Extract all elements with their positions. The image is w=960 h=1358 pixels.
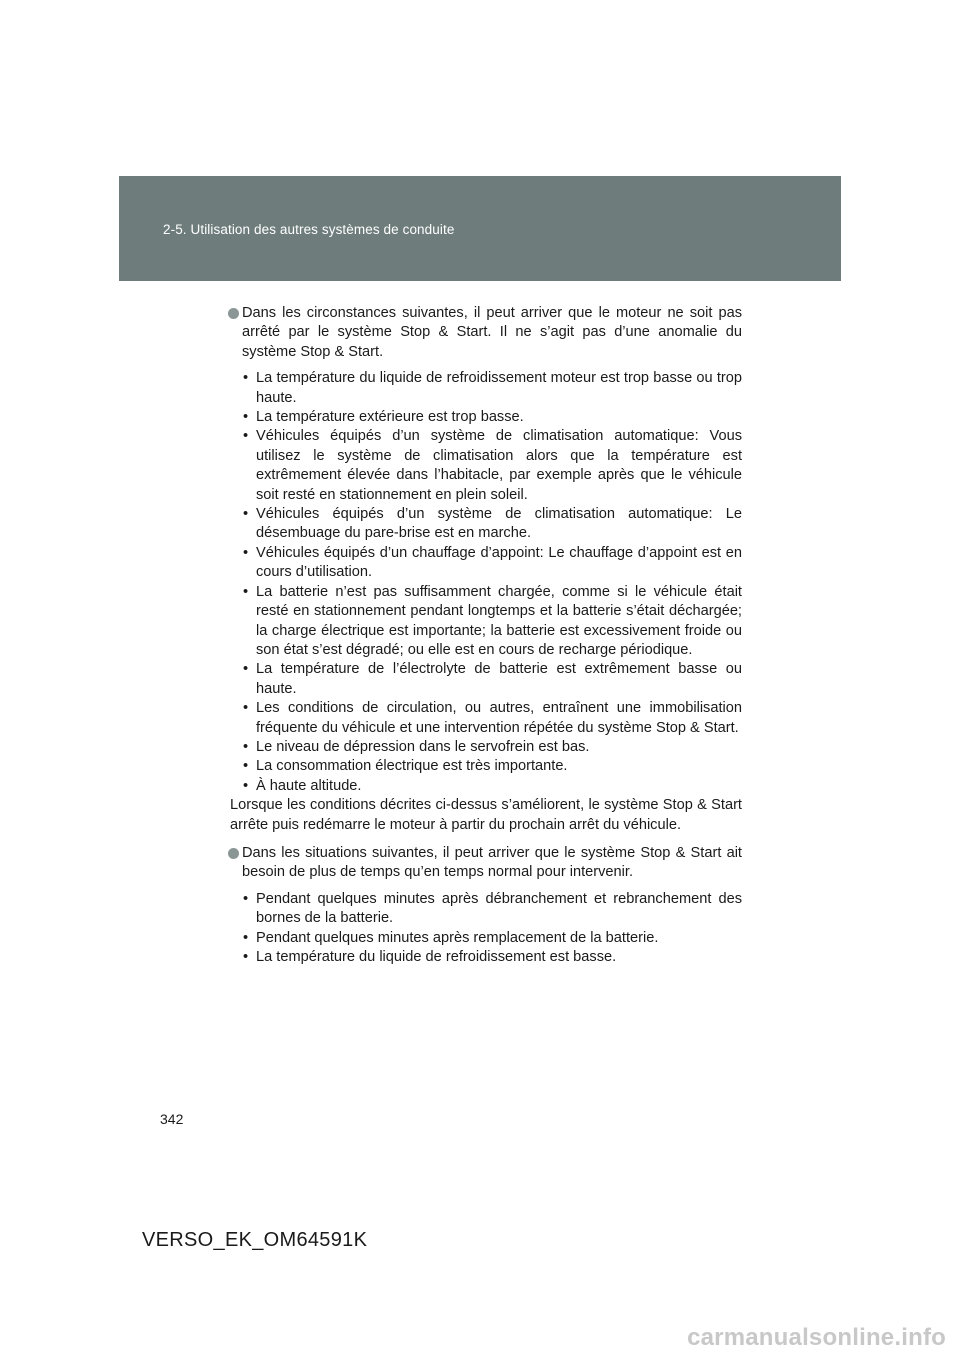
bullet-dot-icon: • — [243, 758, 249, 775]
list-item: • Véhicules équipés d’un système de climatisation automatique: Vous utilisez le système de climatisation alors que la température est extrêmement élevée dans l’habitacle, par exemple après que le véhicule soit resté en stationnement en plein soleil. — [243, 428, 742, 503]
paragraph-text: Dans les circonstances suivantes, il peut arriver que le moteur ne soit pas arrêté par le système Stop & Start. Il ne s’agit pas d’une anomalie du système Stop & Start. — [242, 305, 742, 360]
list-item: • La température extérieure est trop basse. — [242, 408, 742, 427]
circle-bullet-icon — [228, 848, 239, 859]
bullet-paragraph — [230, 844, 742, 883]
list-item: • La batterie n’est pas suffisamment chargée, comme si le véhicule était resté en stationnement pendant longtemps et la batterie s’était déchargée; la charge électrique est importante; la batterie est excessivement froide ou son état s’est dégradé; ou elle est en cours de recharge périodique. — [243, 583, 742, 658]
list-item: • La température du liquide de refroidissement moteur est trop basse ou trop haute. — [243, 370, 742, 406]
list-item: • Le niveau de dépression dans le servofrein est bas. — [242, 738, 742, 757]
bullet-dot-icon: • — [243, 506, 249, 523]
bullet-dot-icon: • — [243, 949, 249, 965]
page-number: 342 — [160, 1111, 184, 1127]
bullet-dot-icon: • — [243, 409, 249, 426]
section-header-band — [119, 176, 841, 281]
list-item: • Pendant quelques minutes après remplacement de la batterie. — [242, 929, 742, 948]
bullet-dot-icon: • — [243, 777, 249, 794]
list-item: • Pendant quelques minutes après débranchement et rebranchement des bornes de la batterie. — [243, 890, 742, 927]
bullet-dot-icon: • — [243, 890, 249, 907]
site-watermark: carmanualsonline.info — [687, 1324, 946, 1351]
bullet-paragraph — [230, 304, 742, 362]
bullet-dot-icon: • — [243, 929, 249, 946]
bullet-dot-icon: • — [243, 370, 249, 387]
list-item: • La température de l’électrolyte de batterie est extrêmement basse ou haute. — [243, 661, 742, 697]
section-title: 2-5. Utilisation des autres systèmes de conduite — [163, 222, 455, 237]
list-item: • La température du liquide de refroidissement est basse. — [242, 948, 742, 967]
document-code: VERSO_EK_OM64591K — [142, 1229, 368, 1251]
bullet-dot-icon: • — [243, 544, 249, 561]
condition-list — [230, 369, 742, 796]
list-item: • La consommation électrique est très importante. — [242, 757, 742, 776]
bullet-dot-icon: • — [243, 583, 249, 600]
list-item: • À haute altitude. — [242, 777, 742, 796]
list-item: • Les conditions de circulation, ou autres, entraînent une immobilisation fréquente du véhicule et une intervention répétée du système Stop & Start. — [243, 700, 742, 736]
bullet-dot-icon: • — [243, 700, 249, 717]
bullet-dot-icon: • — [243, 661, 249, 678]
paragraph-text: Dans les situations suivantes, il peut arriver que le système Stop & Start ait besoin de plus de temps qu’en temps normal pour intervenir. — [242, 844, 742, 881]
circle-bullet-icon — [228, 308, 239, 319]
bullet-dot-icon: • — [243, 738, 249, 755]
list-item: • Véhicules équipés d’un système de climatisation automatique: Le désembuage du pare-brise est en marche. — [243, 506, 742, 542]
page-content — [230, 304, 742, 967]
block-spacer — [230, 835, 742, 844]
situation-list — [230, 890, 742, 968]
list-item: • Véhicules équipés d’un chauffage d’appoint: Le chauffage d’appoint est en cours d’utilisation. — [243, 544, 742, 581]
bullet-dot-icon: • — [243, 428, 249, 445]
note-paragraph: Lorsque les conditions décrites ci-dessus s’améliorent, le système Stop & Start arrête puis redémarre le moteur à partir du prochain arrêt du véhicule. — [230, 797, 742, 833]
